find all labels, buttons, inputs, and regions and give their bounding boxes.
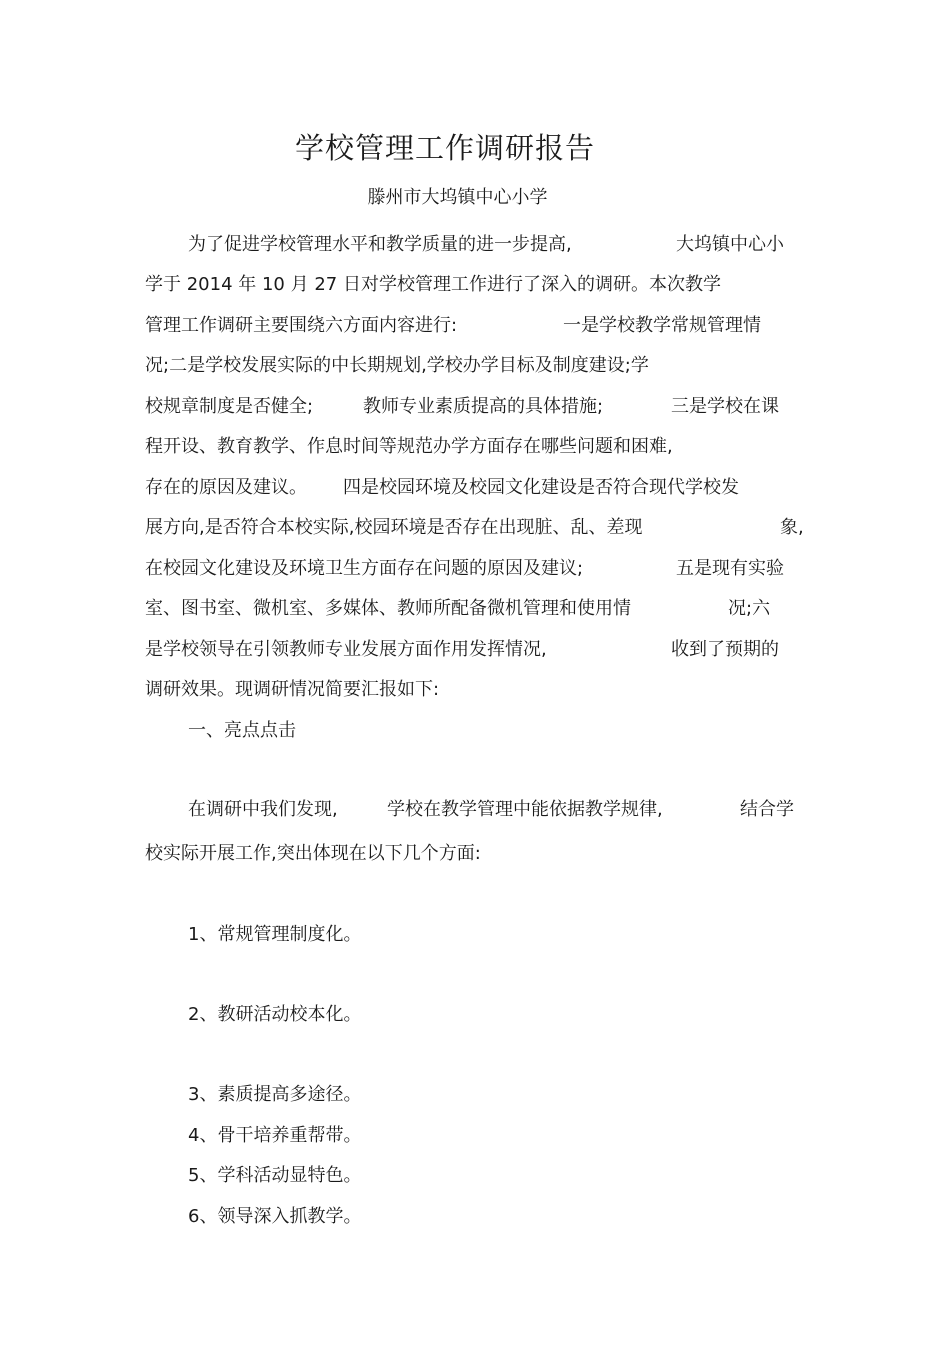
intro-line-10-tail: [728, 597, 770, 621]
findings-line-1-mid: [387, 798, 663, 822]
list-item: 5、学科活动显特色。: [188, 1165, 362, 1186]
intro-line-12: [145, 678, 439, 702]
document-subtitle: 滕州市大坞镇中心小学: [367, 187, 548, 208]
findings-line-1: [188, 798, 338, 822]
text-segment: 三是学校在课: [671, 396, 779, 417]
intro-line-2: [145, 273, 721, 297]
intro-line-5-mid: [363, 395, 603, 419]
text-segment: 大坞镇中心小: [676, 234, 784, 255]
text-segment: 况;六: [728, 598, 771, 619]
intro-line-7: [145, 476, 307, 500]
intro-line-11: [145, 638, 547, 662]
intro-line-3: [145, 314, 457, 338]
intro-line-3-tail: [563, 314, 761, 338]
text-segment: 校实际开展工作,突出体现在以下几个方面:: [145, 843, 481, 864]
text-segment: 结合学: [740, 799, 794, 820]
intro-line-10: [145, 597, 631, 621]
intro-line-11-tail: [671, 638, 779, 662]
intro-line-1: [188, 233, 572, 257]
intro-line-8-tail: [780, 516, 804, 540]
list-item: 1、常规管理制度化。: [188, 924, 362, 945]
intro-line-5-tail: [671, 395, 779, 419]
text-segment: 程开设、教育教学、作息时间等规范办学方面存在哪些问题和困难,: [145, 436, 673, 457]
text-segment: 为了促进学校管理水平和教学质量的进一步提高,: [188, 234, 572, 255]
text-segment: 象,: [780, 517, 804, 538]
intro-line-4: [145, 354, 649, 378]
intro-line-6: [145, 435, 673, 459]
text-segment: 学于 2014 年 10 月 27 日对学校管理工作进行了深入的调研。本次教学: [145, 274, 721, 295]
text-segment: 在调研中我们发现,: [188, 799, 338, 820]
intro-line-1-tail: [676, 233, 784, 257]
text-segment: 四是校园环境及校园文化建设是否符合现代学校发: [343, 477, 739, 498]
document-title: 学校管理工作调研报告: [294, 131, 595, 165]
text-segment: 存在的原因及建议。: [145, 477, 307, 498]
findings-line-2: [145, 842, 481, 866]
text-segment: 在校园文化建设及环境卫生方面存在问题的原因及建议;: [145, 558, 584, 579]
text-segment: 学校在教学管理中能依据教学规律,: [387, 799, 663, 820]
intro-line-5: [145, 395, 313, 419]
text-segment: 教师专业素质提高的具体措施;: [363, 396, 604, 417]
section-heading: 一、亮点点击: [188, 720, 296, 741]
list-item: 4、骨干培养重帮带。: [188, 1125, 362, 1146]
intro-line-9-tail: [676, 557, 784, 581]
intro-line-7-tail: [343, 476, 739, 500]
text-segment: 室、图书室、微机室、多媒体、教师所配备微机管理和使用情: [145, 598, 631, 619]
intro-line-8: [145, 516, 642, 540]
text-segment: 收到了预期的: [671, 639, 779, 660]
findings-line-1-tail: [740, 798, 794, 822]
text-segment: 一是学校教学常规管理情: [563, 315, 761, 336]
text-segment: 况;二是学校发展实际的中长期规划,学校办学目标及制度建设;学: [145, 355, 649, 376]
text-segment: 管理工作调研主要围绕六方面内容进行:: [145, 315, 458, 336]
list-item: 3、素质提高多途径。: [188, 1084, 362, 1105]
list-item: 6、领导深入抓教学。: [188, 1206, 362, 1227]
text-segment: 校规章制度是否健全;: [145, 396, 314, 417]
text-segment: 五是现有实验: [676, 558, 784, 579]
text-segment: 调研效果。现调研情况简要汇报如下:: [145, 679, 440, 700]
list-item: 2、教研活动校本化。: [188, 1004, 362, 1025]
intro-line-9: [145, 557, 583, 581]
text-segment: 是学校领导在引领教师专业发展方面作用发挥情况,: [145, 639, 547, 660]
text-segment: 展方向,是否符合本校实际,校园环境是否存在出现脏、乱、差现: [145, 517, 643, 538]
